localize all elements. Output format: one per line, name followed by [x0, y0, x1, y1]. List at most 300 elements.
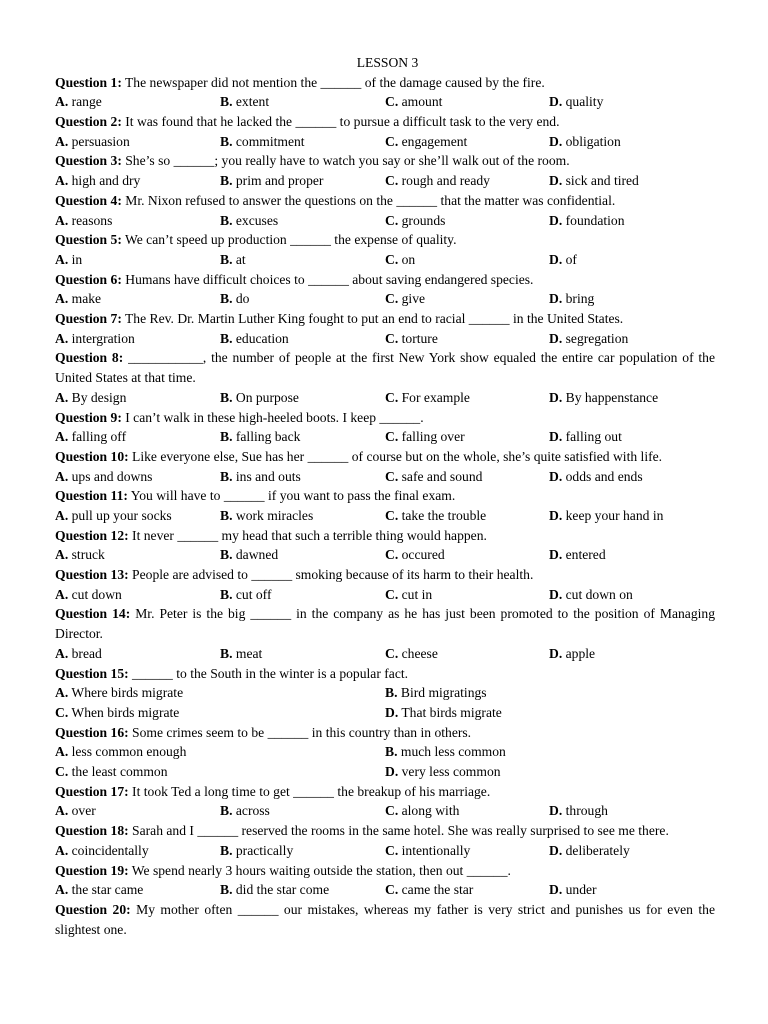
options-row — [55, 880, 715, 900]
option-text: excuses — [235, 212, 279, 228]
answer-option — [385, 880, 473, 900]
option-text: falling back — [235, 429, 301, 445]
question-text: People are advised to ______ smoking because of its harm to their health. — [132, 567, 534, 583]
question-number: Question 2: — [55, 114, 122, 130]
answer-option — [385, 703, 502, 723]
option-text: falling over — [401, 429, 465, 445]
answer-option — [385, 388, 470, 408]
answer-option — [385, 329, 438, 349]
option-letter: D. — [549, 842, 563, 858]
option-text: reasons — [71, 212, 113, 228]
option-letter: C. — [385, 389, 399, 405]
options-row — [55, 585, 715, 605]
option-letter: B. — [220, 803, 233, 819]
option-text: came the star — [401, 882, 474, 898]
question-9 — [55, 408, 715, 447]
options-row — [55, 801, 715, 821]
option-text: persuasion — [71, 133, 130, 149]
option-text: pull up your socks — [71, 508, 172, 523]
question-2 — [55, 112, 715, 151]
options-row — [55, 703, 715, 723]
answer-option — [549, 211, 625, 231]
answer-option — [55, 92, 102, 112]
option-letter: A. — [55, 586, 69, 602]
answer-option — [55, 762, 168, 782]
option-letter: D. — [549, 212, 563, 228]
option-text: do — [235, 291, 250, 307]
answer-option — [55, 132, 130, 152]
option-text: bring — [565, 291, 595, 307]
option-text: the star came — [71, 882, 144, 898]
options-row — [55, 467, 715, 487]
options-row — [55, 683, 715, 703]
question-stem — [55, 723, 715, 743]
option-letter: A. — [55, 508, 69, 523]
question-number: Question 13: — [55, 567, 129, 583]
question-stem — [55, 309, 715, 329]
option-text: make — [71, 291, 102, 307]
option-text: falling out — [565, 429, 622, 445]
answer-option — [55, 585, 122, 605]
option-text: For example — [401, 389, 470, 405]
question-number: Question 4: — [55, 192, 122, 208]
options-row — [55, 289, 715, 309]
option-text: give — [401, 291, 426, 307]
question-text: Mr. Peter is the big ______ in the company as he has just been promoted to the position of Managing Director. — [55, 606, 715, 642]
option-text: By happenstance — [565, 389, 659, 405]
option-letter: B. — [220, 133, 233, 149]
answer-option — [220, 880, 329, 900]
answer-option — [549, 289, 594, 309]
option-letter: B. — [220, 212, 233, 228]
option-text: apple — [565, 645, 596, 661]
option-letter: D. — [549, 291, 563, 307]
answer-option — [55, 467, 152, 487]
question-stem — [55, 526, 715, 546]
question-stem — [55, 73, 715, 93]
answer-option — [220, 506, 313, 526]
question-stem — [55, 191, 715, 211]
question-number: Question 16: — [55, 724, 129, 740]
question-list — [55, 73, 715, 940]
question-number: Question 10: — [55, 448, 129, 464]
answer-option — [385, 585, 432, 605]
question-stem — [55, 861, 715, 881]
question-stem — [55, 270, 715, 290]
answer-option — [220, 329, 289, 349]
answer-option — [385, 171, 490, 191]
option-text: take the trouble — [401, 508, 487, 523]
question-number: Question 14: — [55, 606, 131, 622]
option-letter: C. — [385, 586, 399, 602]
option-letter: B. — [220, 330, 233, 346]
answer-option — [549, 329, 628, 349]
options-row — [55, 211, 715, 231]
answer-option — [549, 171, 639, 191]
option-letter: D. — [549, 173, 563, 189]
answer-option — [55, 329, 135, 349]
option-letter: A. — [55, 547, 69, 563]
question-stem — [55, 664, 715, 684]
option-letter: A. — [55, 94, 69, 110]
question-19 — [55, 861, 715, 900]
question-7 — [55, 309, 715, 348]
option-text: the least common — [71, 764, 168, 780]
answer-option — [385, 289, 425, 309]
option-letter: D. — [549, 389, 563, 405]
options-row — [55, 841, 715, 861]
question-number: Question 18: — [55, 823, 129, 839]
answer-option — [385, 545, 445, 565]
question-number: Question 12: — [55, 527, 129, 543]
answer-option — [549, 250, 577, 270]
option-letter: A. — [55, 251, 69, 267]
question-text: ___________, the number of people at the first New York show equaled the entire car population of the United States at that time. — [55, 350, 716, 386]
option-letter: A. — [55, 803, 69, 819]
option-letter: A. — [55, 842, 69, 858]
question-number: Question 20: — [55, 901, 131, 917]
question-14 — [55, 604, 715, 663]
option-letter: A. — [55, 389, 69, 405]
answer-option — [55, 545, 105, 565]
option-letter: D. — [549, 547, 563, 563]
option-text: quality — [565, 94, 604, 110]
option-text: through — [565, 803, 608, 819]
option-text: under — [565, 882, 597, 898]
option-letter: C. — [385, 251, 399, 267]
question-text: The Rev. Dr. Martin Luther King fought to put an end to racial ______ in the United States. — [125, 311, 624, 327]
question-text: We can’t speed up production ______ the expense of quality. — [125, 232, 457, 248]
option-text: odds and ends — [565, 468, 643, 484]
option-letter: C. — [55, 704, 69, 720]
option-letter: A. — [55, 291, 69, 307]
answer-option — [385, 801, 459, 821]
question-1 — [55, 73, 715, 112]
option-text: sick and tired — [565, 173, 639, 189]
option-letter: A. — [55, 330, 69, 346]
question-number: Question 3: — [55, 153, 122, 169]
worksheet-content — [55, 53, 715, 939]
option-letter: A. — [55, 882, 69, 898]
question-number: Question 7: — [55, 311, 122, 327]
answer-option — [549, 644, 595, 664]
option-letter: B. — [220, 586, 233, 602]
option-letter: B. — [220, 389, 233, 405]
question-number: Question 17: — [55, 783, 129, 799]
question-16 — [55, 723, 715, 782]
question-3 — [55, 151, 715, 190]
question-number: Question 5: — [55, 232, 122, 248]
option-text: high and dry — [71, 173, 141, 189]
question-stem — [55, 821, 715, 841]
option-text: ups and downs — [71, 468, 153, 484]
question-stem — [55, 348, 715, 387]
option-text: meat — [235, 645, 263, 661]
question-text: I can’t walk in these high-heeled boots. I keep ______. — [125, 409, 424, 425]
answer-option — [220, 250, 246, 270]
option-text: along with — [401, 803, 460, 819]
answer-option — [549, 506, 663, 526]
answer-option — [549, 467, 643, 487]
options-row — [55, 388, 715, 408]
option-letter: D. — [549, 508, 563, 523]
option-text: falling off — [71, 429, 127, 445]
lesson-title: LESSON 3 — [356, 55, 419, 70]
option-letter: D. — [549, 133, 563, 149]
question-stem — [55, 230, 715, 250]
answer-option — [385, 467, 482, 487]
option-letter: D. — [549, 251, 563, 267]
option-letter: D. — [549, 803, 563, 819]
answer-option — [549, 427, 622, 447]
option-letter: C. — [385, 330, 399, 346]
option-text: grounds — [401, 212, 446, 228]
option-text: commitment — [235, 133, 305, 149]
question-12 — [55, 526, 715, 565]
option-letter: B. — [220, 429, 233, 445]
option-letter: A. — [55, 685, 69, 701]
question-stem — [55, 151, 715, 171]
answer-option — [385, 841, 470, 861]
question-text: Humans have difficult choices to ______ about saving endangered species. — [125, 271, 534, 287]
answer-option — [385, 250, 415, 270]
answer-option — [55, 506, 172, 526]
option-letter: D. — [385, 764, 399, 780]
option-text: entered — [565, 547, 606, 563]
option-text: ins and outs — [235, 468, 301, 484]
option-text: segregation — [565, 330, 629, 346]
option-text: prim and proper — [235, 173, 324, 189]
option-letter: B. — [220, 94, 233, 110]
option-text: cut down — [71, 586, 122, 602]
question-stem — [55, 900, 715, 939]
question-stem — [55, 565, 715, 585]
answer-option — [220, 427, 300, 447]
option-text: coincidentally — [71, 842, 149, 858]
options-row — [55, 329, 715, 349]
question-number: Question 1: — [55, 74, 122, 90]
question-15 — [55, 664, 715, 723]
option-letter: C. — [385, 547, 399, 563]
options-row — [55, 506, 715, 526]
option-letter: A. — [55, 645, 69, 661]
answer-option — [385, 132, 467, 152]
option-text: That birds migrate — [401, 704, 502, 720]
question-4 — [55, 191, 715, 230]
answer-option — [55, 211, 112, 231]
option-text: amount — [401, 94, 443, 110]
answer-option — [55, 289, 101, 309]
option-text: range — [71, 94, 102, 110]
options-row — [55, 92, 715, 112]
answer-option — [220, 171, 323, 191]
answer-option — [220, 211, 278, 231]
answer-option — [549, 545, 606, 565]
answer-option — [385, 427, 465, 447]
answer-option — [385, 683, 487, 703]
option-text: very less common — [401, 764, 501, 780]
option-letter: B. — [220, 882, 233, 898]
option-text: torture — [401, 330, 438, 346]
option-text: On purpose — [235, 389, 299, 405]
option-letter: C. — [385, 468, 399, 484]
option-text: intergration — [71, 330, 135, 346]
answer-option — [549, 801, 608, 821]
question-20 — [55, 900, 715, 939]
option-letter: D. — [549, 330, 563, 346]
option-text: cut down on — [565, 586, 633, 602]
answer-option — [549, 132, 621, 152]
options-row — [55, 742, 715, 762]
answer-option — [55, 742, 186, 762]
question-text: It was found that he lacked the ______ to pursue a difficult task to the very end. — [125, 114, 560, 130]
question-text: ______ to the South in the winter is a popular fact. — [132, 665, 409, 681]
options-row — [55, 132, 715, 152]
answer-option — [55, 880, 143, 900]
options-row — [55, 427, 715, 447]
option-text: safe and sound — [401, 468, 483, 484]
question-5 — [55, 230, 715, 269]
option-letter: B. — [220, 173, 233, 189]
question-number: Question 15: — [55, 665, 129, 681]
answer-option — [385, 644, 438, 664]
option-text: dawned — [235, 547, 279, 563]
options-row — [55, 545, 715, 565]
option-text: struck — [71, 547, 105, 563]
question-number: Question 19: — [55, 862, 129, 878]
option-text: cut off — [235, 586, 272, 602]
option-text: much less common — [400, 744, 506, 760]
question-stem — [55, 486, 715, 506]
question-text: We spend nearly 3 hours waiting outside the station, then out ______. — [131, 862, 511, 878]
option-letter: D. — [549, 645, 563, 661]
answer-option — [385, 742, 506, 762]
option-letter: C. — [385, 173, 399, 189]
question-stem — [55, 447, 715, 467]
option-text: When birds migrate — [71, 704, 180, 720]
option-letter: B. — [220, 468, 233, 484]
option-letter: C. — [385, 429, 399, 445]
option-text: By design — [71, 389, 127, 405]
question-stem — [55, 112, 715, 132]
question-18 — [55, 821, 715, 860]
option-text: engagement — [401, 133, 468, 149]
option-text: at — [235, 251, 246, 267]
question-number: Question 11: — [55, 488, 128, 504]
answer-option — [220, 132, 305, 152]
answer-option — [55, 171, 140, 191]
answer-option — [55, 801, 96, 821]
option-letter: A. — [55, 744, 69, 760]
answer-option — [55, 427, 126, 447]
option-letter: B. — [220, 251, 233, 267]
options-row — [55, 762, 715, 782]
option-text: deliberately — [565, 842, 630, 858]
question-text: Mr. Nixon refused to answer the questions on the ______ that the matter was confidential. — [125, 192, 616, 208]
answer-option — [385, 506, 486, 526]
answer-option — [220, 289, 249, 309]
option-text: less common enough — [71, 744, 187, 760]
question-text: It took Ted a long time to get ______ the breakup of his marriage. — [132, 783, 491, 799]
option-letter: A. — [55, 468, 69, 484]
option-letter: C. — [385, 212, 399, 228]
options-row — [55, 644, 715, 664]
option-letter: B. — [220, 291, 233, 307]
option-letter: D. — [549, 586, 563, 602]
answer-option — [55, 644, 102, 664]
answer-option — [55, 683, 183, 703]
option-text: over — [71, 803, 96, 819]
option-text: across — [235, 803, 270, 819]
question-stem — [55, 782, 715, 802]
answer-option — [549, 841, 630, 861]
option-text: obligation — [565, 133, 621, 149]
option-letter: B. — [220, 645, 233, 661]
question-text: The newspaper did not mention the ______ of the damage caused by the fire. — [125, 74, 545, 90]
option-text: practically — [235, 842, 294, 858]
option-letter: C. — [55, 764, 69, 780]
option-letter: A. — [55, 133, 69, 149]
option-letter: C. — [385, 842, 399, 858]
question-13 — [55, 565, 715, 604]
option-letter: C. — [385, 803, 399, 819]
option-letter: D. — [549, 94, 563, 110]
option-text: keep your hand in — [565, 508, 664, 523]
answer-option — [55, 250, 82, 270]
option-text: education — [235, 330, 289, 346]
answer-option — [385, 92, 442, 112]
answer-option — [549, 585, 633, 605]
answer-option — [220, 467, 301, 487]
option-letter: C. — [385, 133, 399, 149]
question-8 — [55, 348, 715, 407]
question-number: Question 9: — [55, 409, 122, 425]
option-letter: B. — [220, 547, 233, 563]
option-text: work miracles — [235, 508, 314, 523]
option-letter: C. — [385, 645, 399, 661]
question-number: Question 6: — [55, 271, 122, 287]
option-text: cheese — [401, 645, 438, 661]
options-row — [55, 171, 715, 191]
option-text: on — [401, 251, 416, 267]
question-17 — [55, 782, 715, 821]
option-letter: B. — [220, 508, 233, 523]
question-stem — [55, 604, 715, 643]
option-letter: B. — [385, 685, 398, 701]
answer-option — [55, 703, 179, 723]
option-letter: A. — [55, 429, 69, 445]
question-6 — [55, 270, 715, 309]
option-text: of — [565, 251, 577, 267]
question-text: You will have to ______ if you want to pass the final exam. — [130, 488, 456, 504]
option-letter: C. — [385, 94, 399, 110]
question-10 — [55, 447, 715, 486]
option-text: occured — [401, 547, 445, 563]
option-letter: B. — [220, 842, 233, 858]
option-letter: D. — [549, 429, 563, 445]
option-text: did the star come — [235, 882, 330, 898]
question-11 — [55, 486, 715, 525]
answer-option — [220, 801, 270, 821]
option-text: Bird migratings — [400, 685, 487, 701]
option-text: cut in — [401, 586, 433, 602]
option-letter: D. — [549, 468, 563, 484]
answer-option — [220, 545, 278, 565]
question-text: Some crimes seem to be ______ in this country than in others. — [132, 724, 472, 740]
answer-option — [220, 841, 293, 861]
option-letter: C. — [385, 508, 399, 523]
question-text: Like everyone else, Sue has her ______ of course but on the whole, she’s quite satisfied with life. — [132, 448, 663, 464]
